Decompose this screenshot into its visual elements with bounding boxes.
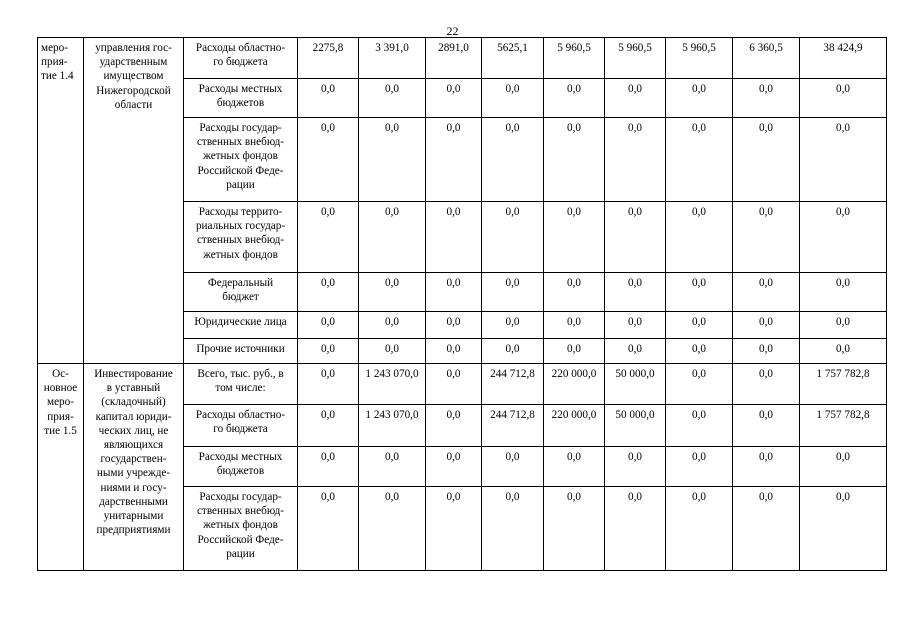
value-cell: 1 757 782,8 — [800, 364, 887, 405]
value-cell: 0,0 — [482, 312, 544, 339]
value-cell: 0,0 — [733, 118, 800, 202]
value-cell: 1 757 782,8 — [800, 405, 887, 447]
value-cell: 0,0 — [426, 79, 482, 118]
value-cell: 0,0 — [298, 273, 359, 312]
value-cell: 0,0 — [426, 364, 482, 405]
value-cell: 0,0 — [800, 202, 887, 273]
value-cell: 0,0 — [426, 487, 482, 571]
value-cell: 0,0 — [733, 339, 800, 364]
value-cell: 1 243 070,0 — [359, 405, 426, 447]
value-cell: 5 960,5 — [544, 38, 605, 79]
value-cell: 0,0 — [426, 273, 482, 312]
value-cell: 0,0 — [666, 312, 733, 339]
value-cell: 0,0 — [482, 202, 544, 273]
value-cell: 0,0 — [605, 487, 666, 571]
value-cell: 5625,1 — [482, 38, 544, 79]
value-cell: 0,0 — [800, 447, 887, 487]
value-cell: 0,0 — [666, 364, 733, 405]
value-cell: 0,0 — [544, 118, 605, 202]
value-cell: 0,0 — [733, 79, 800, 118]
value-cell: 0,0 — [544, 79, 605, 118]
value-cell: 0,0 — [800, 118, 887, 202]
funding-source-cell: Расходы государ- ственных внебюд- жетных фондов Российской Феде- рации — [184, 487, 298, 571]
value-cell: 0,0 — [298, 118, 359, 202]
value-cell: 0,0 — [482, 447, 544, 487]
value-cell: 0,0 — [666, 202, 733, 273]
funding-source-cell: Расходы местных бюджетов — [184, 447, 298, 487]
value-cell: 0,0 — [800, 487, 887, 571]
value-cell: 0,0 — [733, 487, 800, 571]
value-cell: 38 424,9 — [800, 38, 887, 79]
budget-table — [37, 37, 887, 571]
value-cell: 0,0 — [298, 312, 359, 339]
value-cell: 220 000,0 — [544, 405, 605, 447]
value-cell: 0,0 — [800, 273, 887, 312]
value-cell: 0,0 — [298, 79, 359, 118]
value-cell: 244 712,8 — [482, 405, 544, 447]
value-cell: 5 960,5 — [605, 38, 666, 79]
value-cell: 0,0 — [482, 118, 544, 202]
value-cell: 0,0 — [605, 118, 666, 202]
funding-source-cell: Расходы государ- ственных внебюд- жетных фондов Российской Феде- рации — [184, 118, 298, 202]
value-cell: 0,0 — [298, 364, 359, 405]
value-cell: 0,0 — [359, 487, 426, 571]
funding-source-cell: Федеральный бюджет — [184, 273, 298, 312]
value-cell: 50 000,0 — [605, 364, 666, 405]
value-cell: 0,0 — [544, 339, 605, 364]
value-cell: 0,0 — [359, 118, 426, 202]
value-cell: 0,0 — [605, 202, 666, 273]
value-cell: 0,0 — [426, 312, 482, 339]
value-cell: 0,0 — [359, 312, 426, 339]
value-cell: 0,0 — [359, 202, 426, 273]
value-cell: 0,0 — [666, 118, 733, 202]
funding-source-cell: Юридические лица — [184, 312, 298, 339]
value-cell: 0,0 — [482, 487, 544, 571]
value-cell: 0,0 — [359, 79, 426, 118]
value-cell: 1 243 070,0 — [359, 364, 426, 405]
value-cell: 0,0 — [482, 79, 544, 118]
value-cell: 0,0 — [666, 447, 733, 487]
value-cell: 0,0 — [426, 118, 482, 202]
table-row — [38, 364, 887, 405]
value-cell: 0,0 — [426, 405, 482, 447]
value-cell: 0,0 — [298, 487, 359, 571]
value-cell: 6 360,5 — [733, 38, 800, 79]
funding-source-cell: Прочие источники — [184, 339, 298, 364]
value-cell: 0,0 — [605, 273, 666, 312]
value-cell: 0,0 — [482, 339, 544, 364]
value-cell: 0,0 — [666, 273, 733, 312]
value-cell: 0,0 — [359, 273, 426, 312]
value-cell: 0,0 — [605, 312, 666, 339]
value-cell: 0,0 — [733, 405, 800, 447]
funding-source-cell: Всего, тыс. руб., в том числе: — [184, 364, 298, 405]
value-cell: 2891,0 — [426, 38, 482, 79]
value-cell: 0,0 — [800, 312, 887, 339]
value-cell: 3 391,0 — [359, 38, 426, 79]
funding-source-cell: Расходы областно- го бюджета — [184, 405, 298, 447]
page-number: 22 — [446, 24, 459, 38]
value-cell: 0,0 — [666, 487, 733, 571]
value-cell: 0,0 — [605, 79, 666, 118]
value-cell: 5 960,5 — [666, 38, 733, 79]
funding-source-cell: Расходы областно- го бюджета — [184, 38, 298, 79]
value-cell: 0,0 — [359, 447, 426, 487]
value-cell: 0,0 — [733, 312, 800, 339]
value-cell: 0,0 — [426, 202, 482, 273]
value-cell: 0,0 — [426, 339, 482, 364]
value-cell: 0,0 — [733, 364, 800, 405]
value-cell: 0,0 — [666, 405, 733, 447]
value-cell: 0,0 — [298, 447, 359, 487]
value-cell: 0,0 — [298, 202, 359, 273]
value-cell: 0,0 — [733, 273, 800, 312]
value-cell: 2275,8 — [298, 38, 359, 79]
measure-cell: Ос- новное меро- прия- тие 1.5 — [38, 364, 84, 571]
value-cell: 0,0 — [298, 339, 359, 364]
measure-cell: меро- прия- тие 1.4 — [38, 38, 84, 364]
measure-title-cell: управления гос- ударственным имуществом Нижегородской области — [84, 38, 184, 364]
value-cell: 0,0 — [482, 273, 544, 312]
value-cell: 0,0 — [733, 202, 800, 273]
funding-source-cell: Расходы террито- риальных государ- ственных внебюд- жетных фондов — [184, 202, 298, 273]
value-cell: 0,0 — [544, 447, 605, 487]
value-cell: 0,0 — [605, 339, 666, 364]
funding-source-cell: Расходы местных бюджетов — [184, 79, 298, 118]
table-row — [38, 38, 887, 79]
value-cell: 220 000,0 — [544, 364, 605, 405]
measure-title-cell: Инвестирование в уставный (складочный) капитал юриди- ческих лиц, не являющихся государствен- ными учрежде- ниями и госу- дарственными унитарными предприятиями — [84, 364, 184, 571]
value-cell: 0,0 — [359, 339, 426, 364]
value-cell: 0,0 — [733, 447, 800, 487]
value-cell: 50 000,0 — [605, 405, 666, 447]
value-cell: 0,0 — [800, 79, 887, 118]
value-cell: 0,0 — [800, 339, 887, 364]
value-cell: 0,0 — [544, 312, 605, 339]
value-cell: 0,0 — [298, 405, 359, 447]
value-cell: 0,0 — [605, 447, 666, 487]
value-cell: 0,0 — [544, 273, 605, 312]
value-cell: 0,0 — [426, 447, 482, 487]
value-cell: 0,0 — [666, 339, 733, 364]
value-cell: 244 712,8 — [482, 364, 544, 405]
value-cell: 0,0 — [544, 202, 605, 273]
value-cell: 0,0 — [544, 487, 605, 571]
value-cell: 0,0 — [666, 79, 733, 118]
